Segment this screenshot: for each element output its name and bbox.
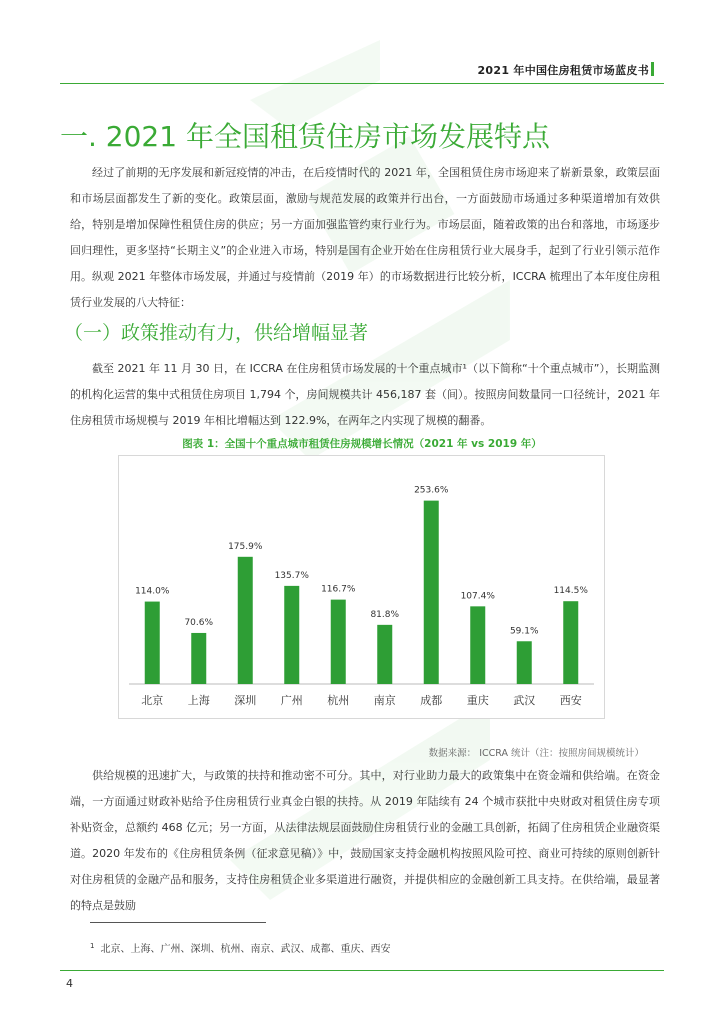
footnote-marker: 1: [90, 941, 95, 950]
bar-2: [238, 557, 253, 684]
bar-5: [377, 625, 392, 684]
x-tick-label-6: 成都: [420, 694, 443, 707]
x-tick-label-2: 深圳: [234, 694, 257, 707]
data-label-6: 253.6%: [414, 485, 449, 496]
bar-7: [470, 606, 485, 684]
data-label-9: 114.5%: [553, 586, 588, 597]
header-accent-bar: [651, 62, 654, 76]
bar-9: [563, 601, 578, 684]
x-tick-label-3: 广州: [280, 694, 303, 707]
data-label-5: 81.8%: [370, 609, 400, 620]
x-tick-label-0: 北京: [141, 694, 164, 707]
header-divider: [60, 83, 664, 84]
bar-chart: [118, 455, 605, 719]
data-label-2: 175.9%: [228, 541, 263, 552]
bar-4: [331, 600, 346, 684]
paragraph-market-scale: 截至 2021 年 11 月 30 日，在 ICCRA 在住房租赁市场发展的十个重点城市¹（以下简称“十个重点城市”），长期监测的机构化运营的集中式租赁住房项目 1,794 个，房间规模共计 456,187 套（间）。按照房间数量同一口径统计，2021 年住房租赁市场规模与 2019 年相比增幅达到 122.9%，在两年之内实现了规模的翻番。: [70, 362, 660, 427]
section-title: 一. 2021 年全国租赁住房市场发展特点: [60, 120, 550, 153]
bar-1: [191, 633, 206, 684]
data-label-0: 114.0%: [135, 586, 170, 597]
data-label-4: 116.7%: [321, 584, 356, 595]
x-tick-label-1: 上海: [187, 694, 210, 707]
footnote-divider: [90, 922, 266, 923]
paragraph-intro: 经过了前期的无序发展和新冠疫情的冲击，在后疫情时代的 2021 年，全国租赁住房市场迎来了崭新景象，政策层面和市场层面都发生了新的变化。政策层面，激励与规范发展的政策并行出台，一方面鼓励市场通过多种渠道增加有效供给，特别是增加保障性租赁住房的供应；另一方面加强监管约束行业行为。市场层面，随着政策的出台和落地，市场逐步回归理性，更多坚持“长期主义”的企业进入市场，特别是国有企业开始在住房租赁行业大展身手，起到了行业引领示范作用。: [70, 166, 660, 283]
data-label-3: 135.7%: [274, 570, 309, 581]
footnote-text: 北京、上海、广州、深圳、杭州、南京、武汉、成都、重庆、西安: [100, 944, 391, 955]
data-label-1: 70.6%: [184, 617, 214, 628]
page-number: 4: [66, 977, 73, 990]
chart-title: 图表 1：全国十个重点城市租赁住房规模增长情况（2021 年 vs 2019 年）: [182, 438, 542, 450]
bar-3: [284, 586, 299, 684]
x-tick-label-7: 重庆: [466, 694, 489, 707]
x-tick-label-9: 西安: [559, 694, 582, 707]
data-label-7: 107.4%: [460, 591, 495, 602]
header-title: 2021 年中国住房租赁市场蓝皮书: [477, 64, 649, 77]
x-tick-label-8: 武汉: [513, 694, 536, 707]
footnote: [90, 940, 390, 955]
data-label-8: 59.1%: [509, 626, 539, 637]
source-note: 数据来源： ICCRA 统计（注：按照房间规模统计）: [428, 748, 644, 759]
x-tick-label-4: 杭州: [327, 694, 350, 707]
bar-6: [424, 501, 439, 684]
bar-chart-svg: [119, 456, 604, 718]
bar-8: [517, 641, 532, 684]
paragraph-policy: 供给规模的迅速扩大，与政策的扶持和推动密不可分。其中，对行业助力最大的政策集中在资金端和供给端。在资金端，一方面通过财政补贴给予住房租赁行业真金白银的扶持。从 2019 年陆续有 24 个城市获批中央财政对租赁住房专项补贴资金，总额约 468 亿元；另一方面，从法律法规层面鼓励住房租赁行业的金融工具创新，拓阔了住房租赁企业融资渠道。2020 年发布的《住房租赁条例（征求意见稿）》中，鼓励国家支持金融机构按照风险可控、商业可持续的原则创新针对住房租赁的金融产品和服务，支持住房租赁企业多渠道进行融资，并提供相应的金融创新工具支持。在供给端，最显著的特点是鼓励: [70, 769, 660, 912]
bar-0: [145, 602, 160, 684]
x-tick-label-5: 南京: [373, 694, 396, 707]
subsection-title: （一）政策推动有力，供给增幅显著: [64, 322, 369, 344]
footer-divider: [60, 970, 664, 971]
paragraph-overview: 纵观 2021 年整体市场发展，并通过与疫情前（2019 年）的市场数据进行比较分析，ICCRA 梳理出了本年度住房租赁行业发展的八大特征：: [70, 270, 660, 309]
